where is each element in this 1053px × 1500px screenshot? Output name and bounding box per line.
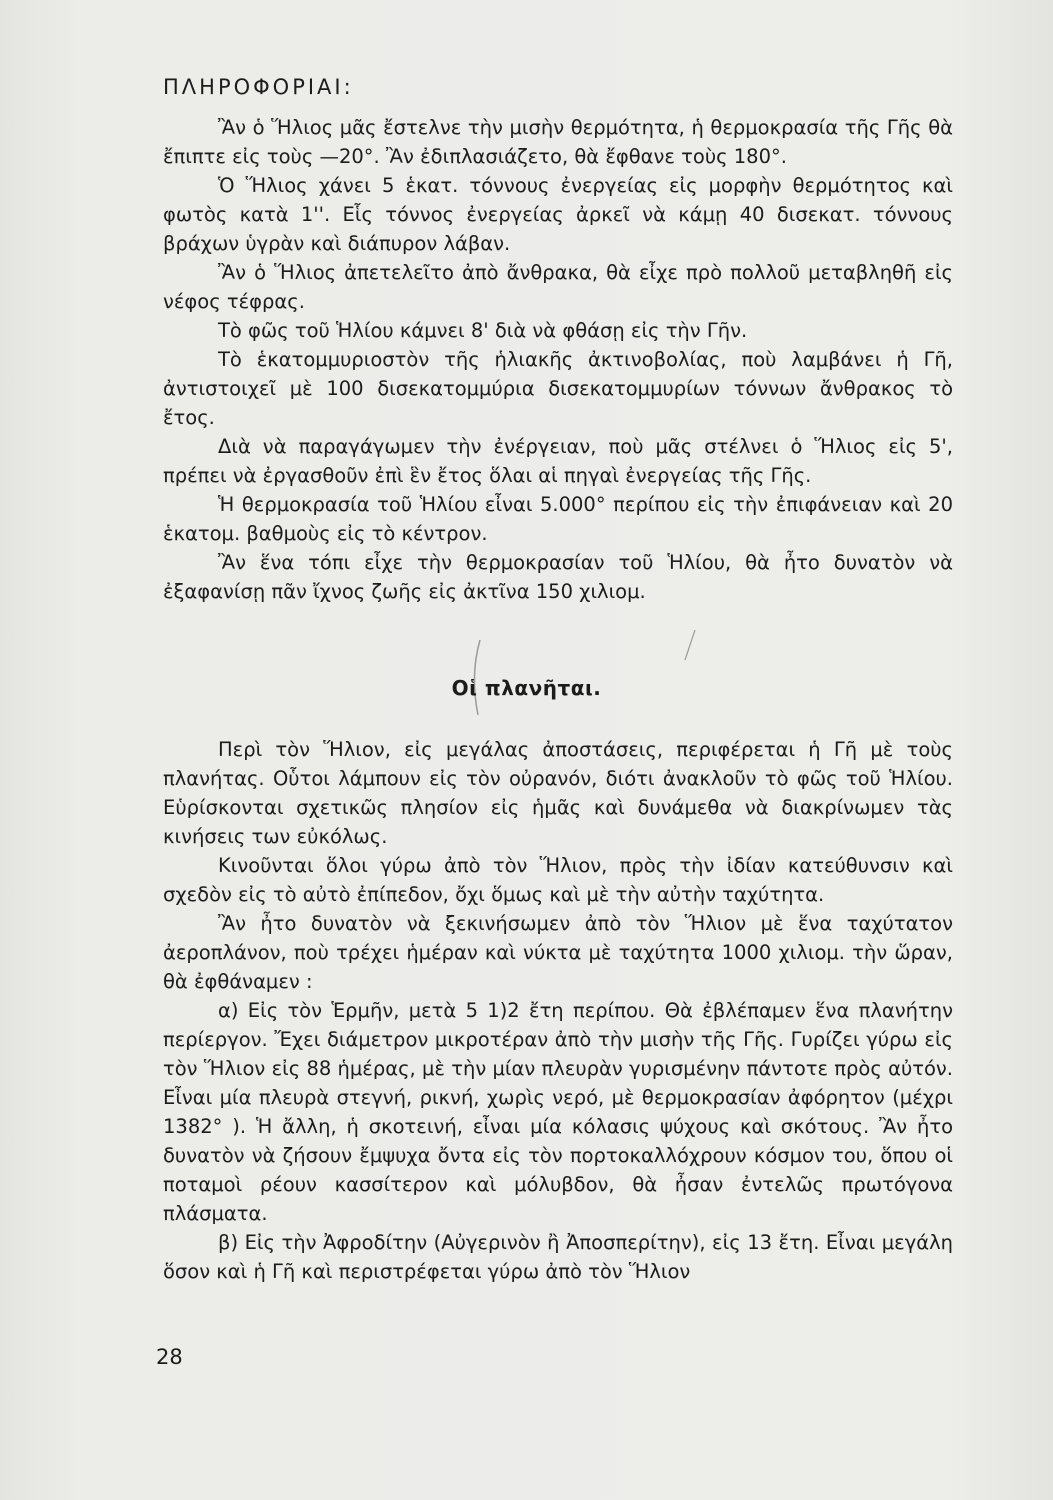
planet-paragraph-3: Ἂν ἦτο δυνατὸν νὰ ξεκινήσωμεν ἀπὸ τὸν Ἥλιον μὲ ἕνα ταχύτατον ἀεροπλάνον, ποὺ τρέχει ἡμέραν καὶ νύκτα μὲ ταχύτητα 1000 χιλιομ. τὴν ὥραν, θὰ ἐφθάναμεν : xyxy=(163,912,953,993)
info-section xyxy=(163,113,953,606)
planet-paragraph-venus: β) Εἰς τὴν Ἀφροδίτην (Αὐγερινὸν ἢ Ἀποσπερίτην), εἰς 13 ἔτη. Εἶναι μεγάλη ὅσον καὶ ἡ Γῆ καὶ περιστρέφεται γύρω ἀπὸ τὸν Ἥλιον xyxy=(163,1231,953,1283)
page-heading: ΠΛΗΡΟΦΟΡΙΑΙ: xyxy=(163,75,354,99)
pencil-stroke-mark xyxy=(440,620,720,730)
planet-paragraph-1: Περὶ τὸν Ἥλιον, εἰς μεγάλας ἀποστάσεις, περιφέρεται ἡ Γῆ μὲ τοὺς πλανήτας. Οὗτοι λάμπουν εἰς τὸν οὐρανόν, διότι ἀνακλοῦν τὸ φῶς τοῦ Ἡλίου. Εὑρίσκονται σχετικῶς πλησίον εἰς ἡμᾶς καὶ δυνάμεθα νὰ διακρίνωμεν τὰς κινήσεις των εὐκόλως. xyxy=(163,738,953,848)
planets-section xyxy=(163,735,953,1286)
page-number: 28 xyxy=(156,1345,183,1369)
info-paragraph-2: Ὁ Ἥλιος χάνει 5 ἑκατ. τόννους ἐνεργείας εἰς μορφὴν θερμότητος καὶ φωτὸς κατὰ 1''. Εἷς τόννος ἐνεργείας ἀρκεῖ νὰ κάμῃ 40 δισεκατ. τόννους βράχων ὑγρὰν καὶ διάπυρον λάβαν. xyxy=(163,174,953,255)
info-paragraph-1: Ἂν ὁ Ἥλιος μᾶς ἔστελνε τὴν μισὴν θερμότητα, ἡ θερμοκρασία τῆς Γῆς θὰ ἔπιπτε εἰς τοὺς —20°. Ἂν ἐδιπλασιάζετο, θὰ ἔφθανε τοὺς 180°. xyxy=(163,116,953,168)
planet-paragraph-2: Κινοῦνται ὅλοι γύρω ἀπὸ τὸν Ἥλιον, πρὸς τὴν ἰδίαν κατεύθυνσιν καὶ σχεδὸν εἰς τὸ αὐτὸ ἐπίπεδον, ὄχι ὅμως καὶ μὲ τὴν αὐτὴν ταχύτητα. xyxy=(163,854,953,906)
planet-paragraph-mercury: α) Εἰς τὸν Ἑρμῆν, μετὰ 5 1)2 ἔτη περίπου. Θὰ ἐβλέπαμεν ἕνα πλανήτην περίεργον. Ἔχει διάμετρον μικροτέραν ἀπὸ τὴν μισὴν τῆς Γῆς. Γυρίζει γύρω εἰς τὸν Ἥλιον εἰς 88 ἡμέρας, μὲ τὴν μίαν πλευρὰν γυρισμένην πάντοτε πρὸς αὐτόν. Εἶναι μία πλευρὰ στεγνή, ρικνή, χωρὶς νερό, μὲ θερμοκρασίαν ἀφόρητον (μέχρι 1382° ). Ἡ ἄλλη, ἡ σκοτεινή, εἶναι μία κόλασις ψύχους καὶ σκότους. Ἂν ἦτο δυνατὸν νὰ ζήσουν ἔμψυχα ὄντα εἰς τὸν πορτοκαλλόχρουν κόσμον του, ὅπου οἱ ποταμοὶ ρέουν κασσίτερον καὶ μόλυβδον, θὰ ἦσαν ἐντελῶς πρωτόγονα πλάσματα. xyxy=(163,999,953,1225)
info-paragraph-7: Ἡ θερμοκρασία τοῦ Ἡλίου εἶναι 5.000° περίπου εἰς τὴν ἐπιφάνειαν καὶ 20 ἑκατομ. βαθμοὺς εἰς τὸ κέντρον. xyxy=(163,493,953,545)
section-title: Οἱ πλανῆται. xyxy=(451,676,602,700)
info-paragraph-6: Διὰ νὰ παραγάγωμεν τὴν ἐνέργειαν, ποὺ μᾶς στέλνει ὁ Ἥλιος εἰς 5', πρέπει νὰ ἐργασθοῦν ἐπὶ ἓν ἔτος ὅλαι αἱ πηγαὶ ἐνεργείας τῆς Γῆς. xyxy=(163,435,953,487)
info-paragraph-8: Ἂν ἕνα τόπι εἶχε τὴν θερμοκρασίαν τοῦ Ἡλίου, θὰ ἦτο δυνατὸν νὰ ἐξαφανίσῃ πᾶν ἴχνος ζωῆς εἰς ἀκτῖνα 150 χιλιομ. xyxy=(163,551,953,603)
info-paragraph-4: Τὸ φῶς τοῦ Ἡλίου κάμνει 8' διὰ νὰ φθάσῃ εἰς τὴν Γῆν. xyxy=(218,319,748,342)
info-paragraph-3: Ἂν ὁ Ἥλιος ἀπετελεῖτο ἀπὸ ἄνθρακα, θὰ εἶχε πρὸ πολλοῦ μεταβληθῆ εἰς νέφος τέφρας. xyxy=(163,261,953,313)
info-paragraph-5: Τὸ ἑκατομμυριοστὸν τῆς ἡλιακῆς ἀκτινοβολίας, ποὺ λαμβάνει ἡ Γῆ, ἀντιστοιχεῖ μὲ 100 δισεκατομμύρια δισεκατομμυρίων τόννων ἄνθρακος τὸ ἔτος. xyxy=(163,348,953,429)
